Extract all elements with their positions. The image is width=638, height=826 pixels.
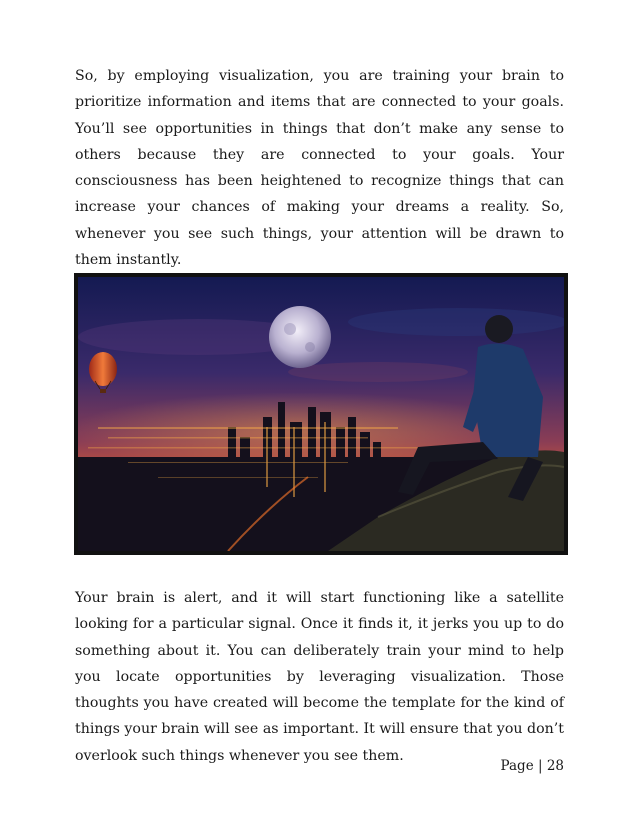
moon <box>269 306 331 368</box>
body-paragraph-1: So, by employing visualization, you are training your brain to prioritize information and items that are connected to your goals. You’ll see opportunities in things that don’t make any sense to others because they are connected to your goals. Your consciousness has been heightened to recognize things that can increase your chances of making your dreams a reality. So, whenever you see such things, your attention will be drawn to them instantly. <box>75 68 564 269</box>
night-city-moon-illustration <box>78 277 564 551</box>
illustration-frame <box>74 273 568 555</box>
page-number: Page | 28 <box>500 758 564 774</box>
body-paragraph-2: Your brain is alert, and it will start functioning like a satellite looking for a particular signal. Once it finds it, it jerks you up to do something about it. You can deliberately train your mind to help you locate opportunities by leveraging visualization. Those thoughts you have created will become the template for the kind of things your brain will see as important. It will ensure that you don’t overlook such things whenever you see them. <box>75 590 564 764</box>
